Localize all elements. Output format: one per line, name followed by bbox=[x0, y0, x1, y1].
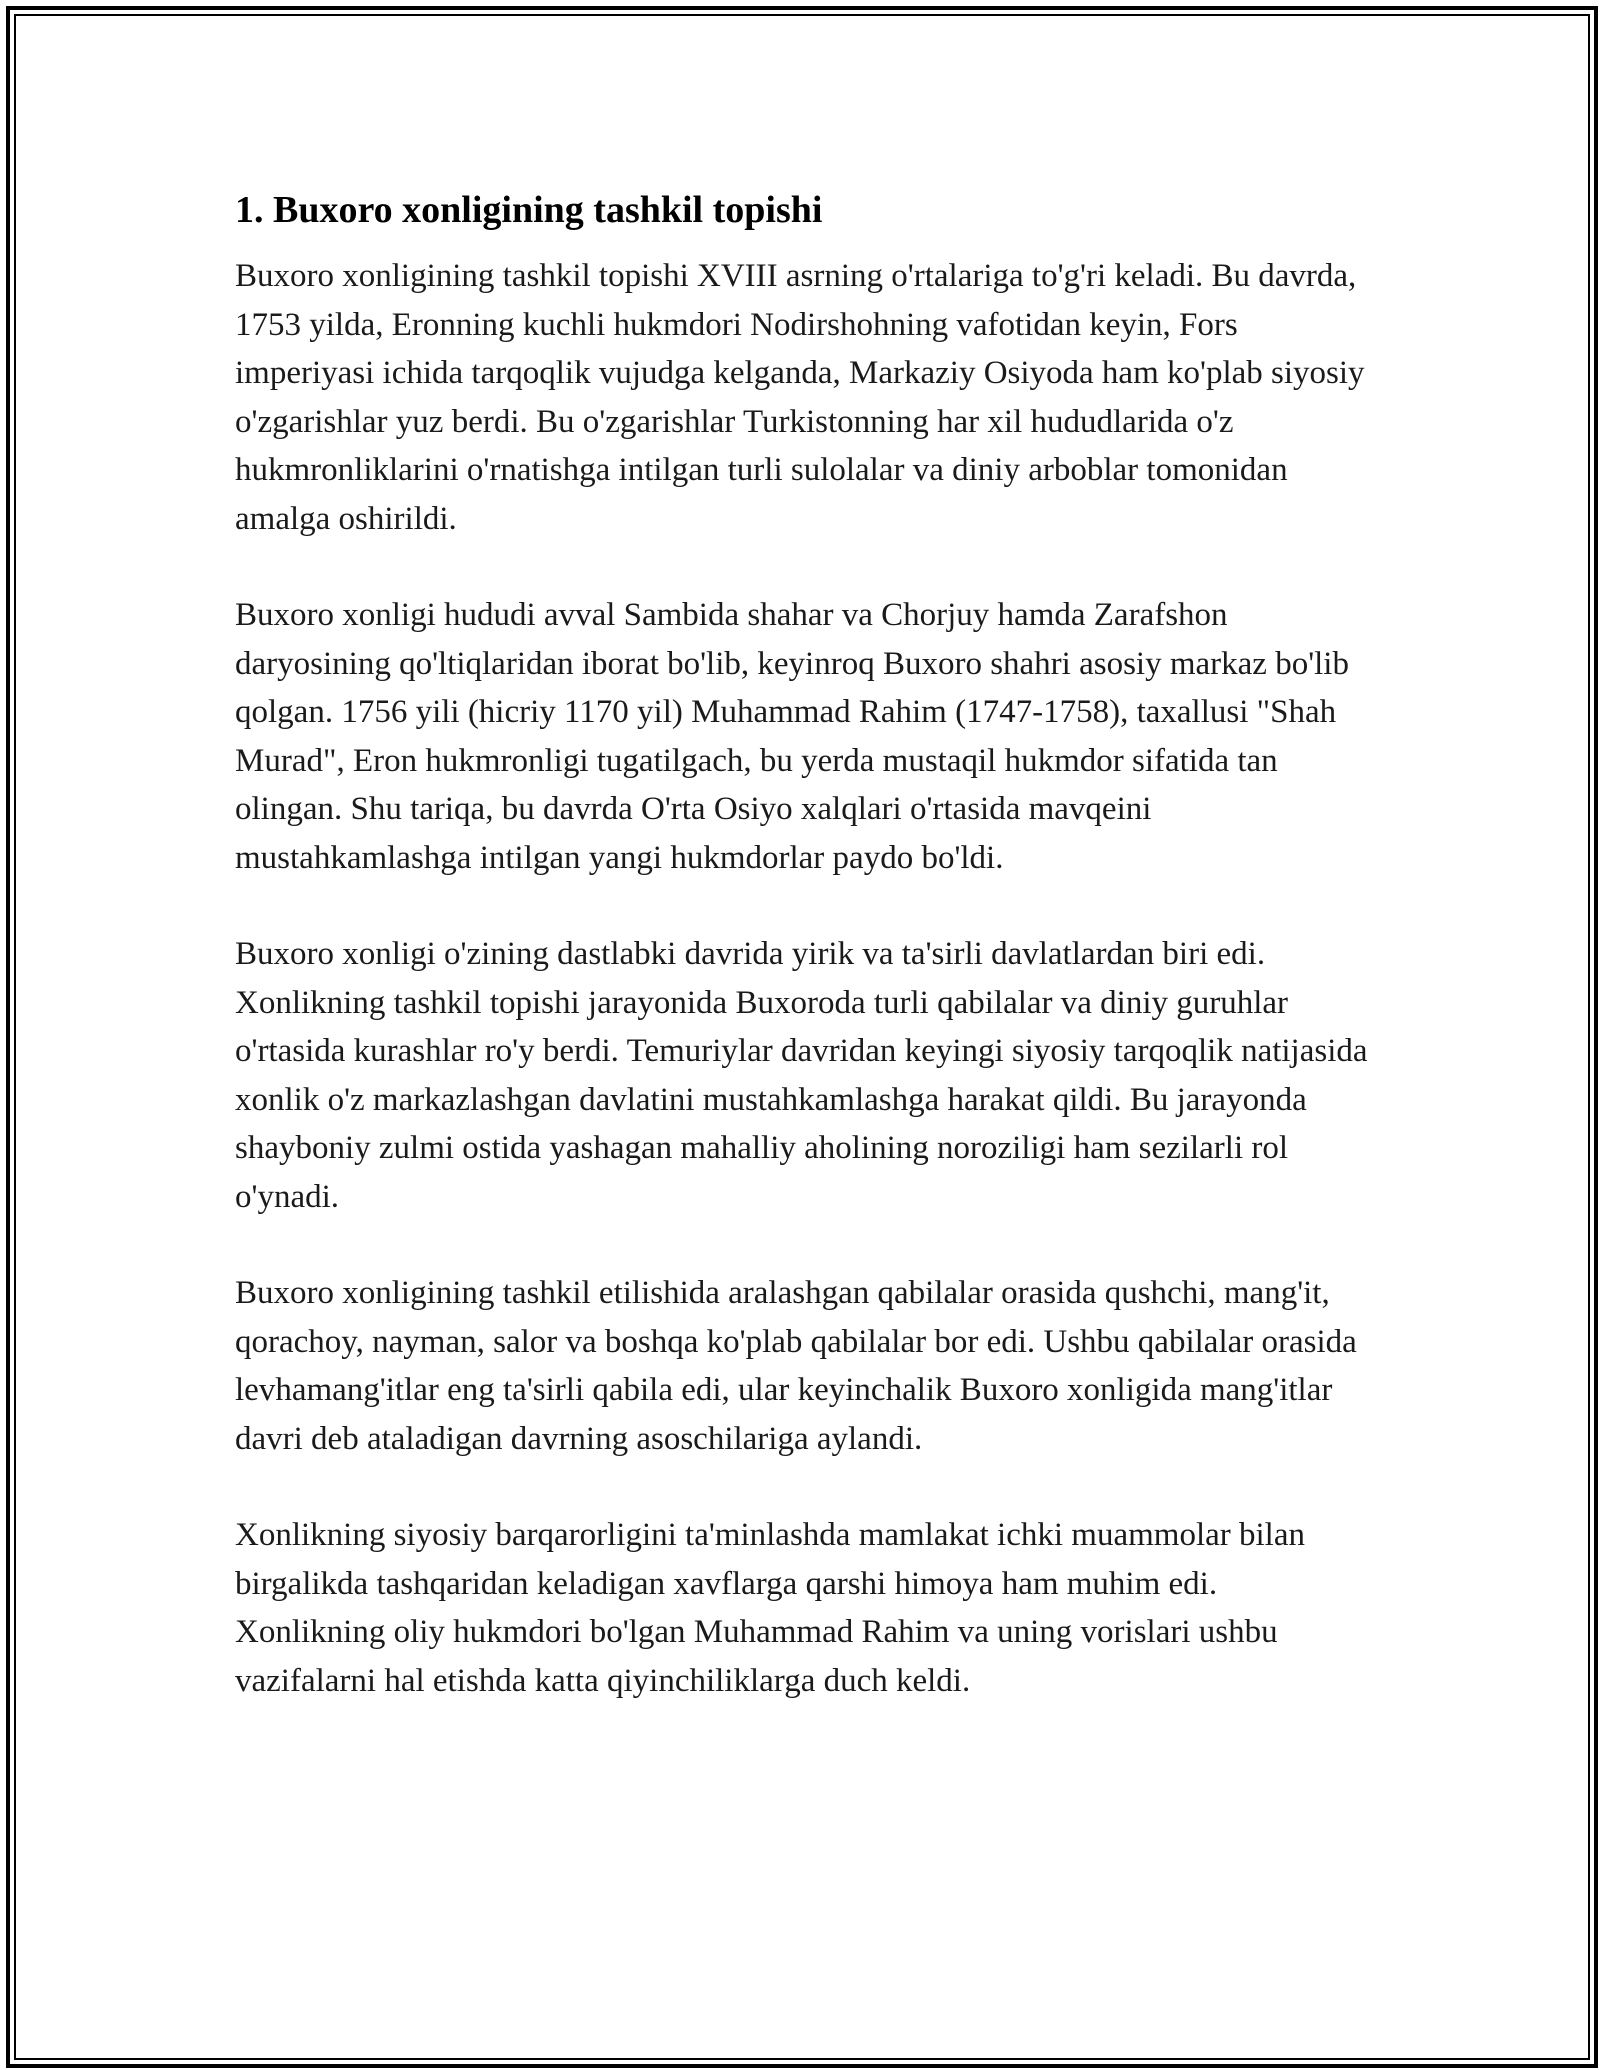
section-heading: 1. Buxoro xonligining tashkil topishi bbox=[235, 189, 823, 231]
paragraph-4: Buxoro xonligining tashkil etilishida aralashgan qabilalar orasida qushchi, mang'it, qorachoy, nayman, salor va boshqa ko'plab qabilalar bor edi. Ushbu qabilalar orasida levhamang'itlar eng ta'sirli qabila edi, ular keyinchalik Buxoro xonligida mang'itlar davri deb ataladigan davrning asoschilariga aylandi. bbox=[235, 1275, 1357, 1457]
paragraph-1: Buxoro xonligining tashkil topishi XVIII asrning o'rtalariga to'g'ri keladi. Bu davrda, 1753 yilda, Eronning kuchli hukmdori Nodirshohning vafotidan keyin, Fors imperiyasi ichida tarqoqlik vujudga kelganda, Markaziy Osiyoda ham ko'plab siyosiy o'zgarishlar yuz berdi. Bu o'zgarishlar Turkistonning har xil hududlarida o'z hukmronliklarini o'rnatishga intilgan turli sulolalar va diniy arboblar tomonidan amalga oshirildi. bbox=[235, 258, 1365, 537]
paragraph-5: Xonlikning siyosiy barqarorligini ta'minlashda mamlakat ichki muammolar bilan birgalikda tashqaridan keladigan xavflarga qarshi himoya ham muhim edi. Xonlikning oliy hukmdori bo'lgan Muhammad Rahim va uning vorislari ushbu vazifalarni hal etishda katta qiyinchiliklarga duch keldi. bbox=[235, 1517, 1305, 1699]
paragraph-3: Buxoro xonligi o'zining dastlabki davrida yirik va ta'sirli davlatlardan biri edi. Xonlikning tashkil topishi jarayonida Buxoroda turli qabilalar va diniy guruhlar o'rtasida kurashlar ro'y berdi. Temuriylar davridan keyingi siyosiy tarqoqlik natijasida xonlik o'z markazlashgan davlatini mustahkamlashga harakat qildi. Bu jarayonda shayboniy zulmi ostida yashagan mahalliy aholining noroziligi ham sezilarli rol o'ynadi. bbox=[235, 936, 1368, 1215]
paragraph-2: Buxoro xonligi hududi avval Sambida shahar va Chorjuy hamda Zarafshon daryosining qo'ltiqlaridan iborat bo'lib, keyinroq Buxoro shahri asosiy markaz bo'lib qolgan. 1756 yili (hicriy 1170 yil) Muhammad Rahim (1747-1758), taxallusi "Shah Murad", Eron hukmronligi tugatilgach, bu yerda mustaqil hukmdor sifatida tan olingan. Shu tariqa, bu davrda O'rta Osiyo xalqlari o'rtasida mavqeini mustahkamlashga intilgan yangi hukmdorlar paydo bo'ldi. bbox=[235, 597, 1349, 876]
document-body bbox=[235, 185, 1375, 1753]
